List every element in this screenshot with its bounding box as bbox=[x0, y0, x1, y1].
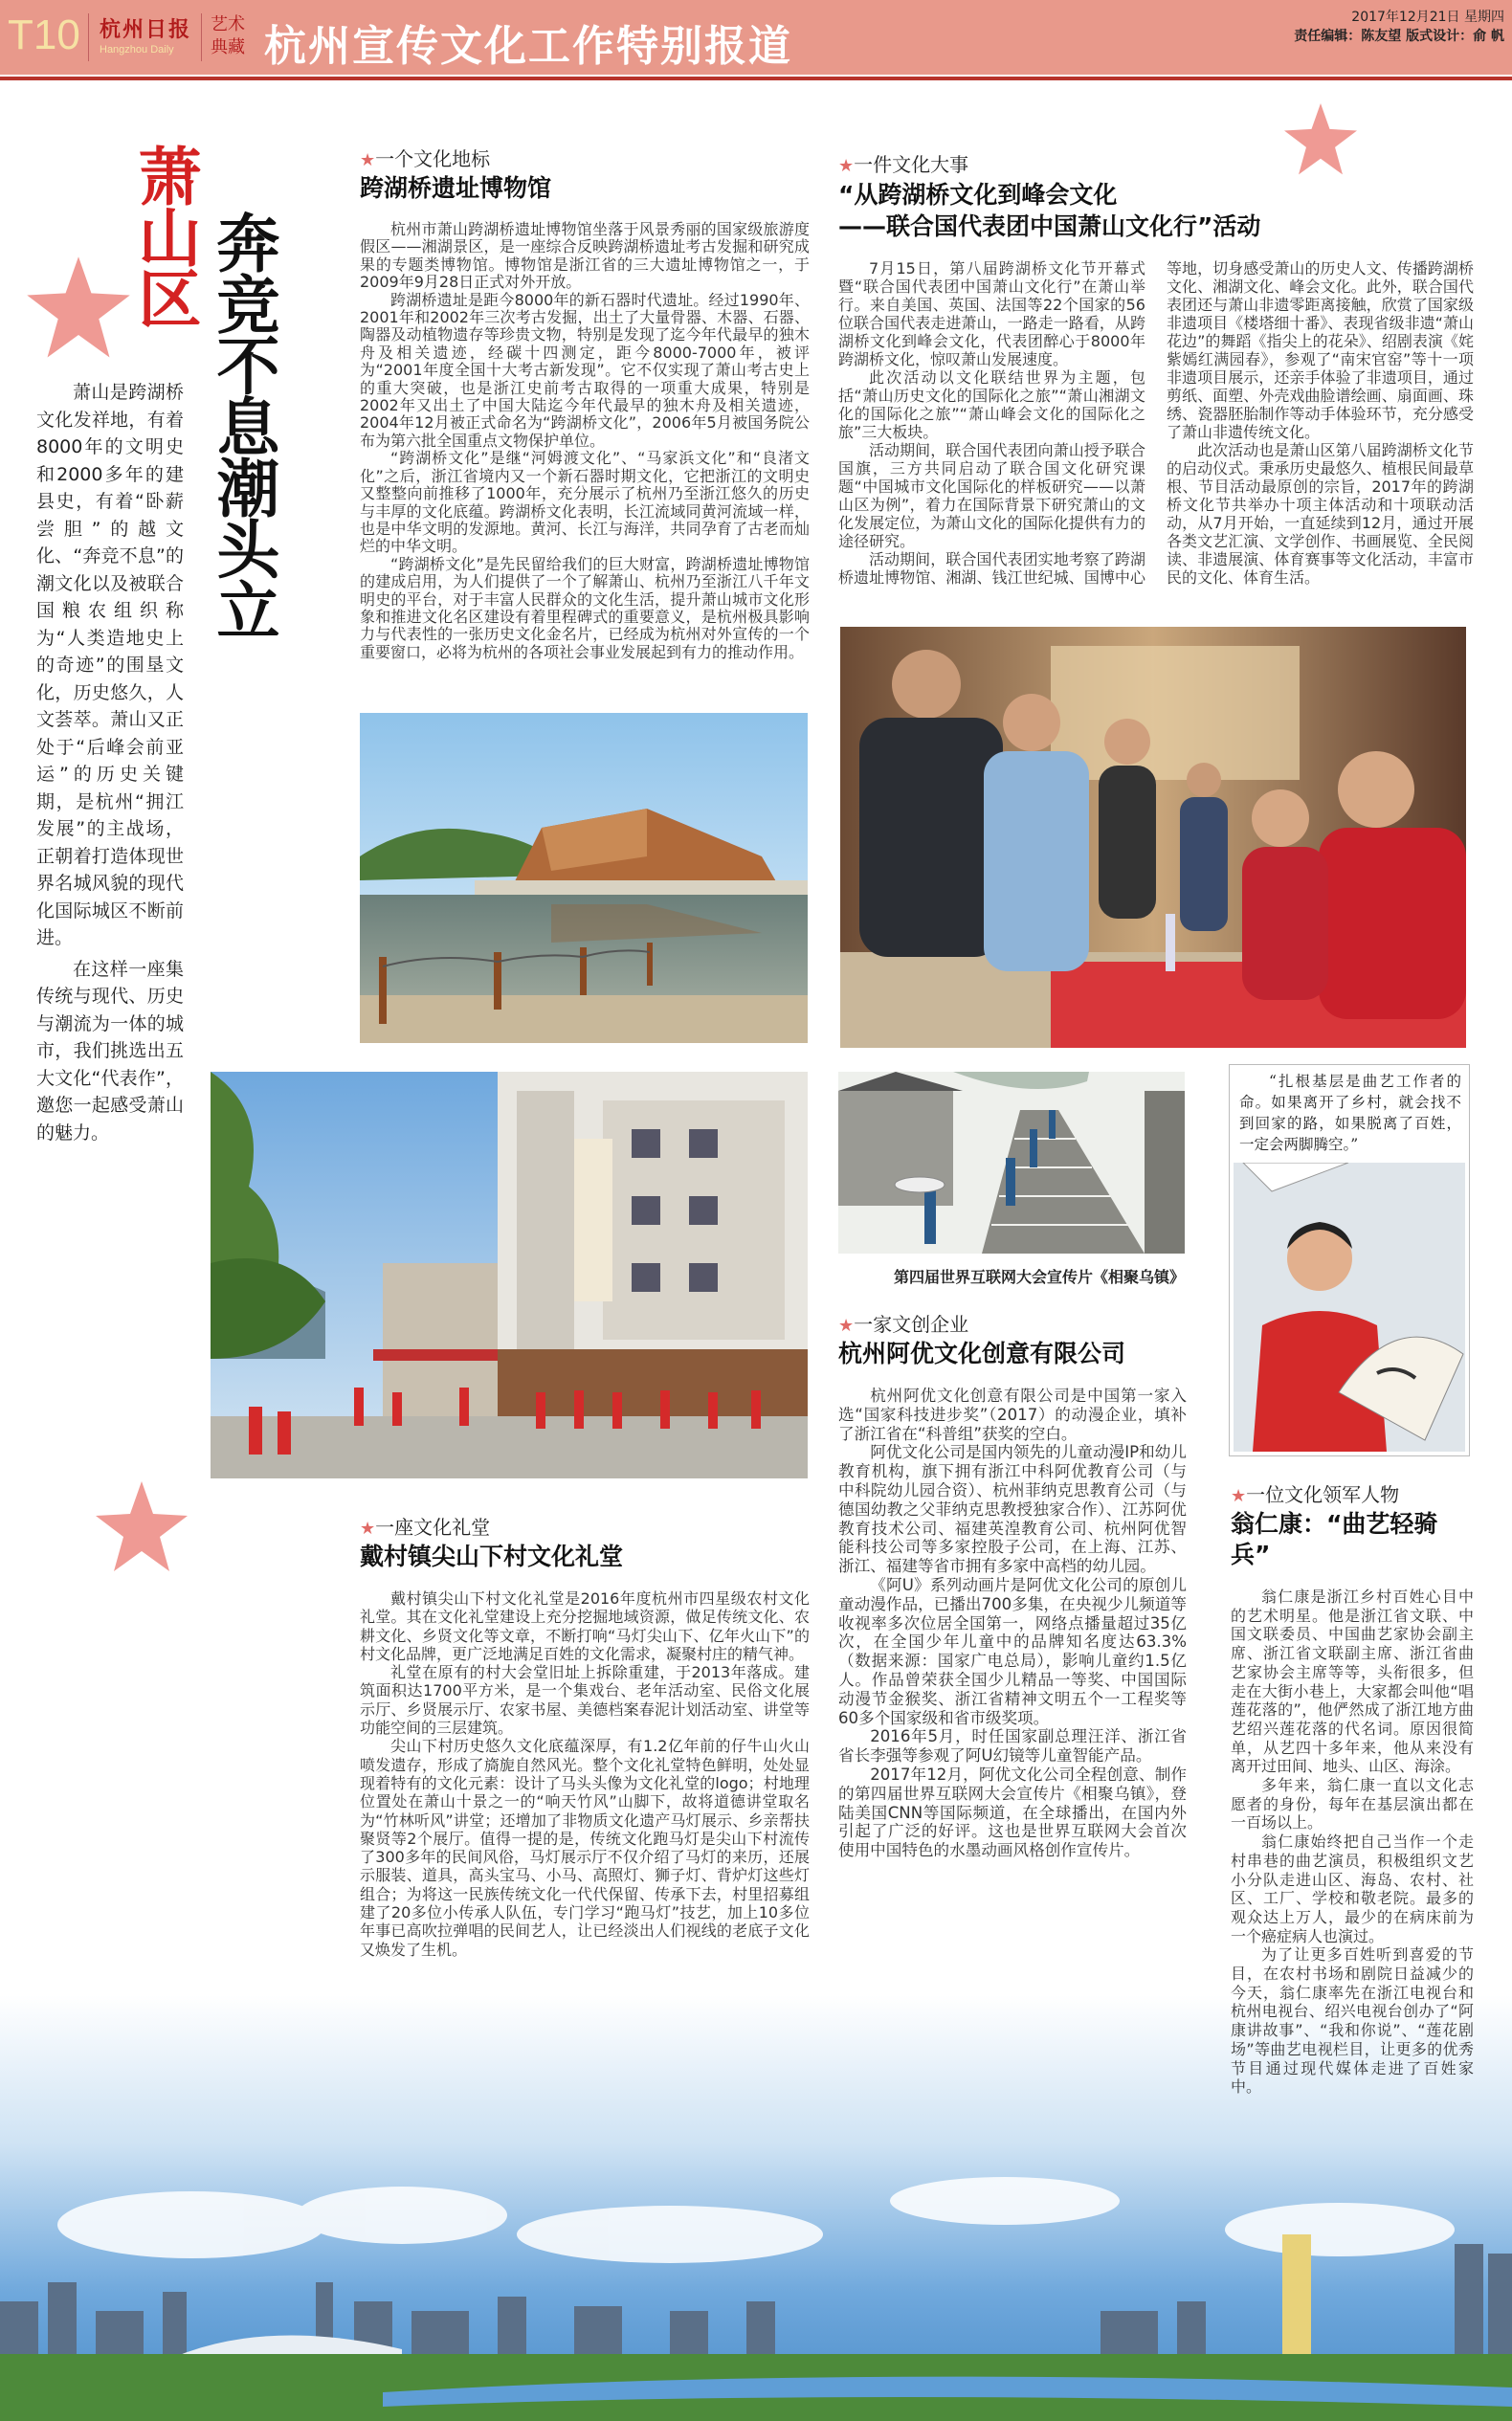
paragraph: “跨湖桥文化”是先民留给我们的巨大财富，跨湖桥遗址博物馆的建成启用，为人们提供了一个了解萧山、杭州乃至浙江八千年文明史的平台，对于丰富人民群众的文化生活，提升萧山城市文化形象和推进文化名区建设有着里程碑式的重要意义，是杭州极具影响力与代表性的一张历史文化金名片，已经成为杭州对外宣传的一个重要窗口，必将为杭州的各项社会事业发展起到有力的推动作用。 bbox=[360, 554, 810, 661]
paragraph: 跨湖桥遗址是距今8000年的新石器时代遗址。经过1990年、2001年和2002年三次考古发掘，出土了大量骨器、木器、石器、陶器及动植物遗存等珍贵文物，特别是发现了迄今年代最早的独木舟及相关遗迹，经碳十四测定，距今8000-7000年，被评为“2001年度全国十大考古新发现”。它不仅实现了萧山考古史上的重大突破，也是浙江史前考古取得的一项重大成果，特别是2002年又出土了中国大陆迄今年代最早的独木舟及相关遗迹，2004年12月被正式命名为“跨湖桥文化”，2006年5月被国务院公布为第六批全国重点文物保护单位。 bbox=[360, 290, 810, 450]
article-hall bbox=[360, 1512, 810, 1959]
star-icon bbox=[94, 1481, 189, 1573]
page-title: 杭州宣传文化工作特别报道 bbox=[264, 22, 792, 71]
section-line-2: 典藏 bbox=[211, 37, 245, 57]
paragraph: 为了让更多百姓听到喜爱的节目，在农村书场和剧院日益减少的今天，翁仁康率先在浙江电视台和杭州电视台、绍兴电视台创办了“阿康讲故事”、“我和你说”、“莲花剧场”等曲艺电视栏目，让更多的优秀节目通过现代媒体走进了百姓家中。 bbox=[1231, 1945, 1474, 2097]
headline-line: ——联合国代表团中国萧山文化行”活动 bbox=[838, 212, 1261, 240]
divider bbox=[88, 13, 89, 61]
article-kicker bbox=[360, 144, 810, 171]
article-body bbox=[360, 221, 810, 661]
kicker-text: 一件文化大事 bbox=[854, 153, 969, 176]
paragraph: 翁仁康始终把自己当作一个走村串巷的曲艺演员，积极组织文艺小分队走进山区、海岛、农村、社区、工厂、学校和敬老院。最多的观众达上万人，最少的在病床前为一个癌症病人也演过。 bbox=[1231, 1832, 1474, 1945]
header-rule bbox=[0, 77, 1512, 81]
kicker-text: 一位文化领军人物 bbox=[1246, 1483, 1400, 1506]
star-icon bbox=[25, 256, 132, 360]
article-kicker bbox=[838, 1309, 1187, 1337]
article-headline: 跨湖桥遗址博物馆 bbox=[360, 174, 552, 202]
article-kicker bbox=[1231, 1479, 1474, 1507]
kicker-text: 一座文化礼堂 bbox=[375, 1516, 491, 1539]
section-line-1: 艺术 bbox=[211, 14, 245, 34]
article-body bbox=[838, 259, 1474, 623]
section-label bbox=[211, 13, 249, 59]
intro-paragraph: 在这样一座集传统与现代、历史与潮流为一体的城市，我们挑选出五大文化“代表作”，邀您一起感受萧山的魅力。 bbox=[36, 958, 184, 1144]
paragraph: 活动期间，联合国代表团实地考察了跨湖桥遗址博物馆、湘湖、钱江世纪城、国博中心等地，切身感受萧山的历史人文、传播跨湖桥文化、湘湖文化、峰会文化。此外，联合国代表团还与萧山非遗零距离接触，欣赏了国家级非遗项目《楼塔细十番》、表现省级非遗“萧山花边”的舞蹈《指尖上的花朵》、绍剧表演《姹紫嫣红满园春》，参观了“南宋官窑”等十一项非遗项目展示，还亲手体验了非遗项目，通过剪纸、面塑、外壳戏曲脸谱绘画、扇面画、珠绣、瓷器胚胎制作等动手体验环节，充分感受了萧山非遗传统文化。 bbox=[838, 259, 1474, 587]
article-landmark bbox=[360, 144, 810, 661]
star-icon: ★ bbox=[360, 150, 376, 170]
article-event bbox=[838, 149, 1474, 623]
editors: 责任编辑：陈友望 版式设计：俞 帆 bbox=[1294, 29, 1504, 44]
article-headline: 翁仁康：“曲艺轻骑兵” bbox=[1231, 1510, 1438, 1568]
page-header bbox=[0, 0, 1512, 75]
article-kicker bbox=[838, 149, 1474, 177]
animation-still-photo bbox=[838, 1072, 1185, 1254]
paragraph: 2016年5月，时任国家副总理汪洋、浙江省省长李强等参观了阿U幻镜等儿童智能产品。 bbox=[838, 1727, 1187, 1766]
article-headline: 戴村镇尖山下村文化礼堂 bbox=[360, 1543, 624, 1570]
portrait-photo bbox=[1234, 1163, 1465, 1452]
feature-title-red: 萧山区 bbox=[127, 144, 202, 327]
headline-line: “从跨湖桥文化到峰会文化 bbox=[838, 181, 1118, 209]
star-icon: ★ bbox=[1231, 1486, 1247, 1506]
article-kicker bbox=[360, 1512, 810, 1540]
newspaper-logo-en: Hangzhou Daily bbox=[100, 44, 174, 56]
paragraph: 礼堂在原有的村大会堂旧址上拆除重建，于2013年落成。建筑面积达1700平方米，是一个集戏台、老年活动室、民俗文化展示厅、乡贤展示厅、农家书屋、美德档案春泥计划活动室、讲堂等功能空间的三层建筑。 bbox=[360, 1663, 810, 1738]
paragraph: 翁仁康是浙江乡村百姓心目中的艺术明星。他是浙江省文联、中国文联委员、中国曲艺家协会副主席、浙江省文联副主席、浙江省曲艺家协会主席等等，头衔很多，但走在大街小巷上，大家都会叫他“唱莲花落的”，他俨然成了浙江地方曲艺绍兴莲花落的代名词。原因很简单，从艺四十多年来，他从来没有离开过田间、地头、山区、海涂。 bbox=[1231, 1588, 1474, 1776]
paragraph: 尖山下村历史悠久文化底蕴深厚，有1.2亿年前的仔牛山火山喷发遗存，形成了旖旎自然风光。整个文化礼堂特色鲜明，处处显现着特有的文化元素：设计了马头头像为文化礼堂的logo；村地理位置处在萧山十景之一的“响天竹风”山脚下，故将道德讲堂取名为“竹林听风”讲堂；还增加了非物质文化遗产马灯展示、乡亲帮扶聚贤等2个展厅。值得一提的是，传统文化跑马灯是尖山下村流传了300多年的民间风俗，马灯展示厅不仅介绍了马灯的来历，还展示服装、道具，高头宝马、小马、高照灯、狮子灯、背炉灯这些灯组合；为将这一民族传统文化一代代保留、传承下去，村里招募组建了20多位小传承人队伍，专门学习“跑马灯”技艺，加上10多位年事已高吹拉弹唱的民间艺人，让已经淡出人们视线的老底子文化又焕发了生机。 bbox=[360, 1737, 810, 1959]
divider bbox=[201, 13, 202, 61]
page-number: T10 bbox=[8, 11, 80, 58]
header-meta bbox=[1294, 8, 1504, 46]
article-body bbox=[838, 1387, 1187, 1860]
article-figure bbox=[1231, 1479, 1474, 2097]
paragraph: 活动期间，联合国代表团向萧山授予联合国旗，三方共同启动了联合国文化研究课题“中国城市文化国际化的样板研究——以萧山区为例”，着力在国际背景下研究萧山的文化发展定位，为萧山文化的国际化提供有力的途径研究。 bbox=[838, 441, 1145, 550]
museum-photo bbox=[360, 713, 808, 1043]
un-delegation-photo bbox=[840, 627, 1466, 1048]
article-body bbox=[360, 1589, 810, 1959]
paragraph: 7月15日，第八届跨湖桥文化节开幕式暨“联合国代表团中国萧山文化行”在萧山举行。来自美国、英国、法国等22个国家的56位联合国代表走进萧山，一路走一路看，从跨湖桥文化到峰会文化，代表团醉心于8000年跨湖桥文化，惊叹萧山发展速度。 bbox=[838, 259, 1145, 368]
photo-caption: 第四届世界互联网大会宣传片《相聚乌镇》 bbox=[893, 1268, 1185, 1286]
quote-text: “扎根基层是曲艺工作者的命。如果离开了乡村，就会找不到回家的路，如果脱离了百姓，一定会两脚腾空。” bbox=[1239, 1073, 1461, 1153]
paragraph: 此次活动以文化联结世界为主题，包括“萧山历史文化的国际化之旅”“萧山湘湖文化的国际化之旅”“萧山峰会文化的国际化之旅”三大板块。 bbox=[838, 368, 1145, 441]
kicker-text: 一家文创企业 bbox=[854, 1313, 969, 1336]
star-icon: ★ bbox=[838, 156, 855, 176]
intro-paragraph: 萧山是跨湖桥文化发祥地，有着8000年的文明史和2000多年的建县史，有着“卧薪尝胆”的越文化、“奔竞不息”的潮文化以及被联合国粮农组织称为“人类造地史上的奇迹”的围垦文化，历史悠久，人文荟萃。萧山又正处于“后峰会前亚运”的历史关键期，是杭州“拥江发展”的主战场，正朝着打造体现世界名城风貌的现代化国际城区不断前进。 bbox=[36, 382, 184, 948]
paragraph: 阿优文化公司是国内领先的儿童动漫IP和幼儿教育机构，旗下拥有浙江中科阿优教育公司（与中科院幼儿园合资）、杭州菲纳克思教育公司（与德国幼教之父菲纳克思教授独家合作）、江苏阿优教育技术公司、福建英湟教育公司、杭州阿优智能科技公司等多家控股子公司，在上海、江苏、浙江、福建等省市拥有多家中高档的幼儿园。 bbox=[838, 1443, 1187, 1576]
paragraph: 多年来，翁仁康一直以文化志愿者的身份，每年在基层演出都在一百场以上。 bbox=[1231, 1776, 1474, 1832]
intro-text bbox=[36, 379, 184, 1146]
paragraph: 2017年12月，阿优文化公司全程创意、制作的第四届世界互联网大会宣传片《相聚乌镇》，登陆美国CNN等国际频道，在全球播出，在国内外引起了广泛的好评。这也是世界互联网大会首次使用中国特色的水墨动画风格创作宣传片。 bbox=[838, 1765, 1187, 1860]
article-headline bbox=[838, 179, 1474, 242]
kicker-text: 一个文化地标 bbox=[375, 147, 491, 170]
paragraph: 此次活动也是萧山区第八届跨湖桥文化节的启动仪式。秉承历史最悠久、植根民间最草根、节目活动最原创的宗旨，2017年的跨湖桥文化节共举办十项主体活动和十项联动活动，从7月开始，一直延续到12月，通过开展各类文艺汇演、文学创作、书画展览、全民阅读、非遗展演、体育赛事等文化活动，丰富市民的文化、体育生活。 bbox=[1167, 441, 1474, 587]
feature-title-black: 奔竞不息潮头立 bbox=[206, 211, 280, 639]
article-enterprise bbox=[838, 1309, 1187, 1860]
village-hall-photo bbox=[211, 1072, 808, 1478]
article-body bbox=[1231, 1588, 1474, 2097]
quote-box bbox=[1229, 1064, 1470, 1456]
issue-date: 2017年12月21日 星期四 bbox=[1351, 10, 1504, 25]
paragraph: 杭州市萧山跨湖桥遗址博物馆坐落于风景秀丽的国家级旅游度假区——湘湖景区，是一座综合反映跨湖桥遗址考古发掘和研究成果的专题类博物馆。博物馆是浙江省的三大遗址博物馆之一，于2009年9月28日正式对外开放。 bbox=[360, 220, 810, 292]
newspaper-logo: 杭州日报 bbox=[100, 17, 192, 42]
star-icon: ★ bbox=[360, 1519, 376, 1539]
paragraph: 戴村镇尖山下村文化礼堂是2016年度杭州市四星级农村文化礼堂。其在文化礼堂建设上充分挖掘地域资源，做足传统文化、农耕文化、乡贤文化等文章，不断打响“马灯尖山下、亿年火山下”的村文化品牌，更广泛地满足百姓的文化需求，凝聚村庄的精气神。 bbox=[360, 1589, 810, 1663]
article-headline: 杭州阿优文化创意有限公司 bbox=[838, 1340, 1126, 1367]
paragraph: 杭州阿优文化创意有限公司是中国第一家入选“国家科技进步奖”（2017）的动漫企业，填补了浙江省在“科普组”获奖的空白。 bbox=[838, 1387, 1187, 1443]
paragraph: “跨湖桥文化”是继“河姆渡文化”、“马家浜文化”和“良渚文化”之后，浙江省境内又一个新石器时期文化，它把浙江的文明史又整整向前推移了1000年，充分展示了杭州乃至浙江悠久的历史与丰厚的文化底蕴。跨湖桥文化表明，长江流域同黄河流域一样，也是中华文明的发源地。黄河、长江与海洋，共同孕育了古老而灿烂的中华文明。 bbox=[360, 449, 810, 556]
star-icon: ★ bbox=[838, 1316, 855, 1336]
paragraph: 《阿U》系列动画片是阿优文化公司的原创儿童动漫作品，已播出700多集，在央视少儿频道等收视率多次位居全国第一，网络点播量超过35亿次，在全国少年儿童中的品牌知名度达63.3%（数据来源：国家广电总局），影响儿童约1.5亿人。作品曾荣获全国少儿精品一等奖、中国国际动漫节金猴奖、浙江省精神文明五个一工程奖等60多个国家级和省市级奖项。 bbox=[838, 1575, 1187, 1727]
